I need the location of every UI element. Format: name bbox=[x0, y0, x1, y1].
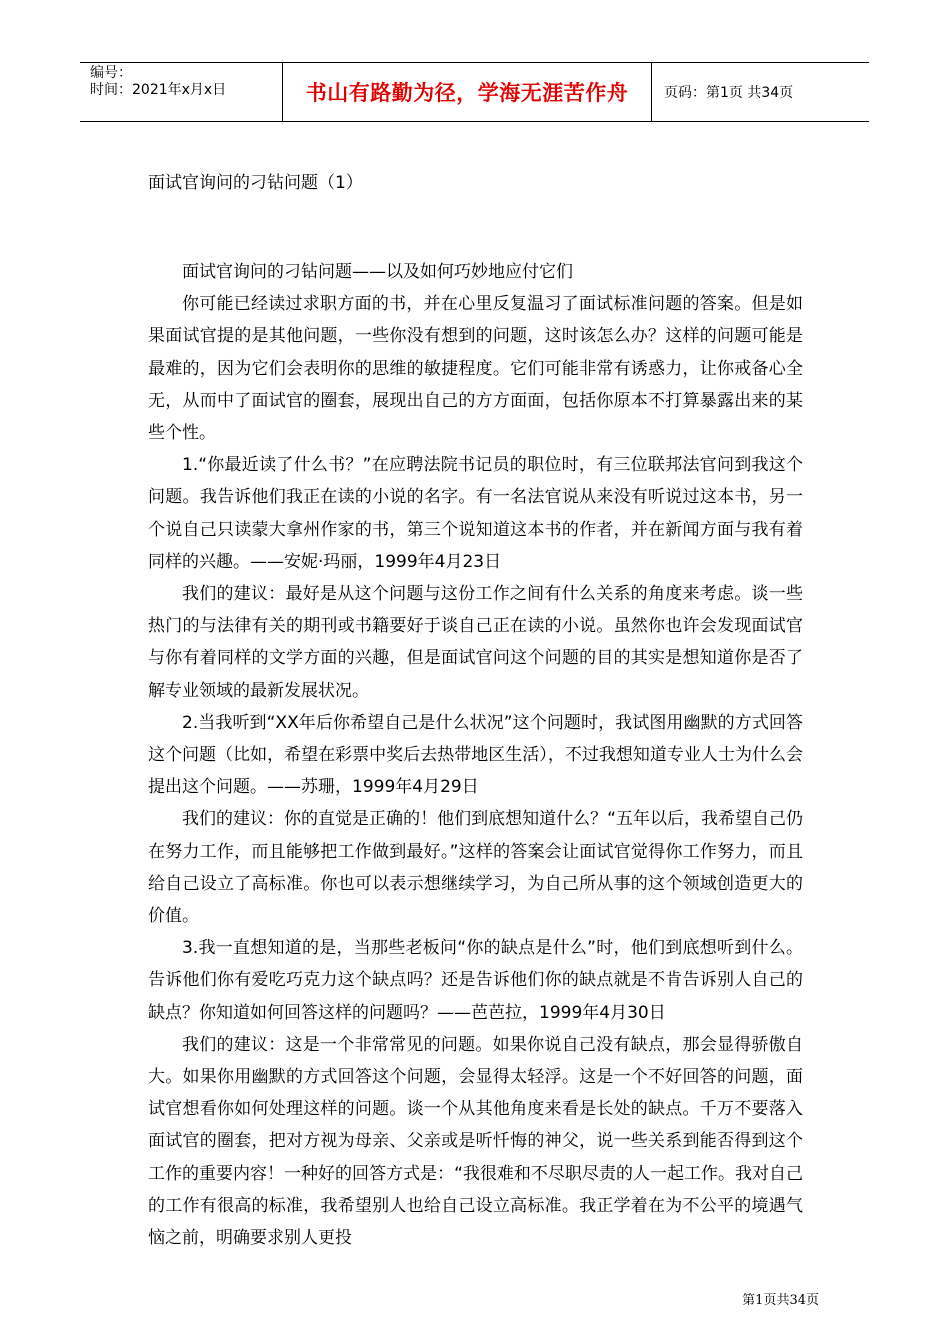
paragraph-question-3: 3.我一直想知道的是，当那些老板问“你的缺点是什么”时，他们到底想听到什么。告诉他们你有爱吃巧克力这个缺点吗？还是告诉他们你的缺点就是不肯告诉别人自己的缺点？你知道如何回答这样的问题吗？——芭芭拉，1999年4月30日 bbox=[148, 938, 803, 1023]
document-title: 面试官询问的刁钻问题（1） bbox=[148, 173, 363, 193]
document-number-label: 编号： bbox=[90, 65, 132, 81]
page-footer: 第1页共34页 bbox=[742, 1293, 819, 1308]
header-page-info-cell bbox=[652, 63, 869, 121]
paragraph-subtitle: 面试官询问的刁钻问题——以及如何巧妙地应付它们 bbox=[182, 262, 573, 282]
header-meta bbox=[80, 63, 282, 121]
paragraph-advice-3: 我们的建议：这是一个非常常见的问题。如果你说自己没有缺点，那会显得骄傲自大。如果你用幽默的方式回答这个问题，会显得太轻浮。这是一个不好回答的问题，面试官想看你如何处理这样的问题。谈一个从其他角度来看是长处的缺点。千万不要落入面试官的圈套，把对方视为母亲、父亲或是听忏悔的神父，说一些关系到能否得到这个工作的重要内容！一种好的回答方式是：“我很难和不尽职尽责的人一起工作。我对自己的工作有很高的标准，我希望别人也给自己设立高标准。我正学着在为不公平的境遇气恼之前，明确要求别人更投 bbox=[148, 1034, 803, 1249]
document-time-label: 时间：2021年x月x日 bbox=[90, 82, 227, 98]
header-motto: 书山有路勤为径，学海无涯苦作舟 bbox=[305, 81, 629, 105]
header-motto-cell bbox=[282, 63, 652, 121]
paragraph-advice-2: 我们的建议：你的直觉是正确的！他们到底想知道什么？“五年以后，我希望自己仍在努力工作，而且能够把工作做到最好。”这样的答案会让面试官觉得你工作努力，而且给自己设立了高标准。你也可以表示想继续学习，为自己所从事的这个领域创造更大的价值。 bbox=[148, 809, 803, 927]
paragraph-intro: 你可能已经读过求职方面的书，并在心里反复温习了面试标准问题的答案。但是如果面试官提的是其他问题，一些你没有想到的问题，这时该怎么办？这样的问题可能是最难的，因为它们会表明你的思维的敏捷程度。它们可能非常有诱惑力，让你戒备心全无，从而中了面试官的圈套，展现出自己的方方面面，包括你原本不打算暴露出来的某些个性。 bbox=[148, 294, 803, 444]
document-body bbox=[148, 256, 803, 1254]
paragraph-question-1: 1.“你最近读了什么书？”在应聘法院书记员的职位时，有三位联邦法官问到我这个问题。我告诉他们我正在读的小说的名字。有一名法官说从来没有听说过这本书，另一个说自己只读蒙大拿州作家的书，第三个说知道这本书的作者，并在新闻方面与我有着同样的兴趣。——安妮·玛丽，1999年4月23日 bbox=[148, 455, 803, 572]
page-header bbox=[80, 62, 869, 122]
header-page-info: 页码：第1页 共34页 bbox=[664, 85, 794, 101]
paragraph-question-2: 2.当我听到“XX年后你希望自己是什么状况”这个问题时，我试图用幽默的方式回答这个问题（比如，希望在彩票中奖后去热带地区生活），不过我想知道专业人士为什么会提出这个问题。——苏珊，1999年4月29日 bbox=[148, 712, 803, 798]
paragraph-advice-1: 我们的建议：最好是从这个问题与这份工作之间有什么关系的角度来考虑。谈一些热门的与法律有关的期刊或书籍要好于谈自己正在读的小说。虽然你也许会发现面试官与你有着同样的文学方面的兴趣，但是面试官问这个问题的目的其实是想知道你是否了解专业领域的最新发展状况。 bbox=[148, 584, 803, 701]
